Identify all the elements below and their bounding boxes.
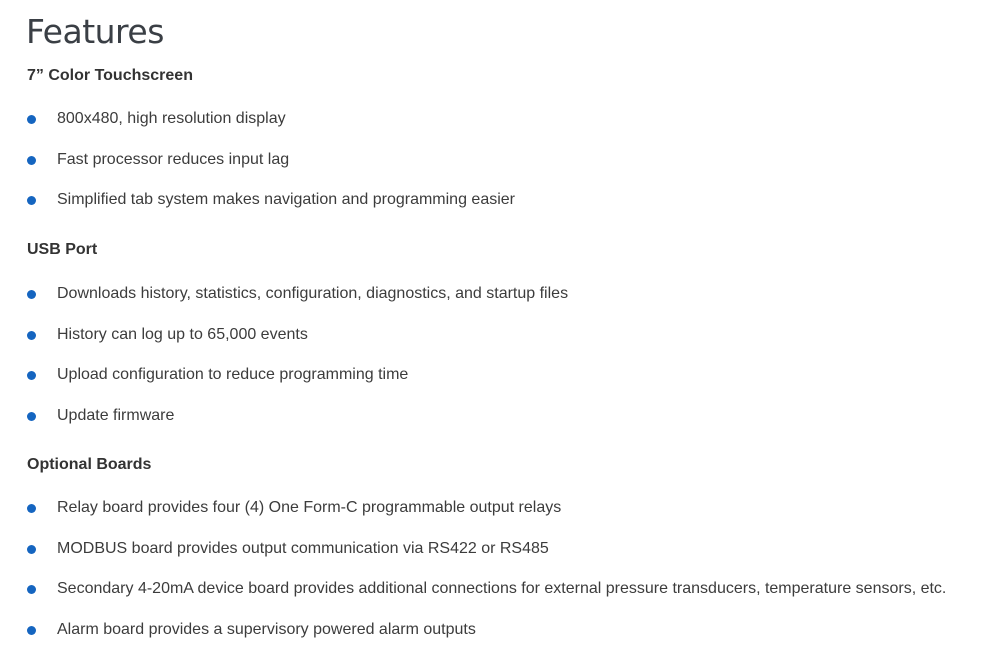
list-item-text: Downloads history, statistics, configuration, diagnostics, and startup files — [57, 285, 569, 302]
bullet-dot-icon — [27, 412, 36, 421]
bullet-dot-icon — [27, 626, 36, 635]
section-heading-optional-boards: Optional Boards — [27, 456, 152, 473]
bullet-dot-icon — [27, 115, 36, 124]
list-item-text: Upload configuration to reduce programming time — [57, 366, 409, 383]
list-item-text: Update firmware — [57, 406, 175, 424]
list-item-text: History can log up to 65,000 events — [57, 325, 308, 343]
bullet-dot-icon — [27, 545, 36, 554]
section-heading-usb-port: USB Port — [27, 241, 98, 258]
bullet-dot-icon — [27, 331, 36, 340]
bullet-dot-icon — [27, 504, 36, 513]
bullet-dot-icon — [27, 290, 36, 299]
list-item-text: Fast processor reduces input lag — [57, 150, 290, 168]
bullet-dot-icon — [27, 196, 36, 205]
section-heading-touchscreen: 7” Color Touchscreen — [27, 67, 193, 84]
bullet-dot-icon — [27, 371, 36, 380]
list-item-text: Simplified tab system makes navigation and programming easier — [57, 191, 515, 208]
bullet-dot-icon — [27, 156, 36, 165]
list-item-text: Alarm board provides a supervisory powered alarm outputs — [57, 620, 476, 638]
list-item-text: 800x480, high resolution display — [57, 110, 286, 127]
list-item-text: MODBUS board provides output communication via RS422 or RS485 — [57, 539, 549, 557]
page-title: Features — [26, 12, 164, 51]
list-item-text: Relay board provides four (4) One Form-C programmable output relays — [57, 499, 562, 516]
bullet-dot-icon — [27, 585, 36, 594]
list-item-text: Secondary 4-20mA device board provides additional connections for external pressure transducers, temperature sensors, etc. — [57, 580, 947, 597]
